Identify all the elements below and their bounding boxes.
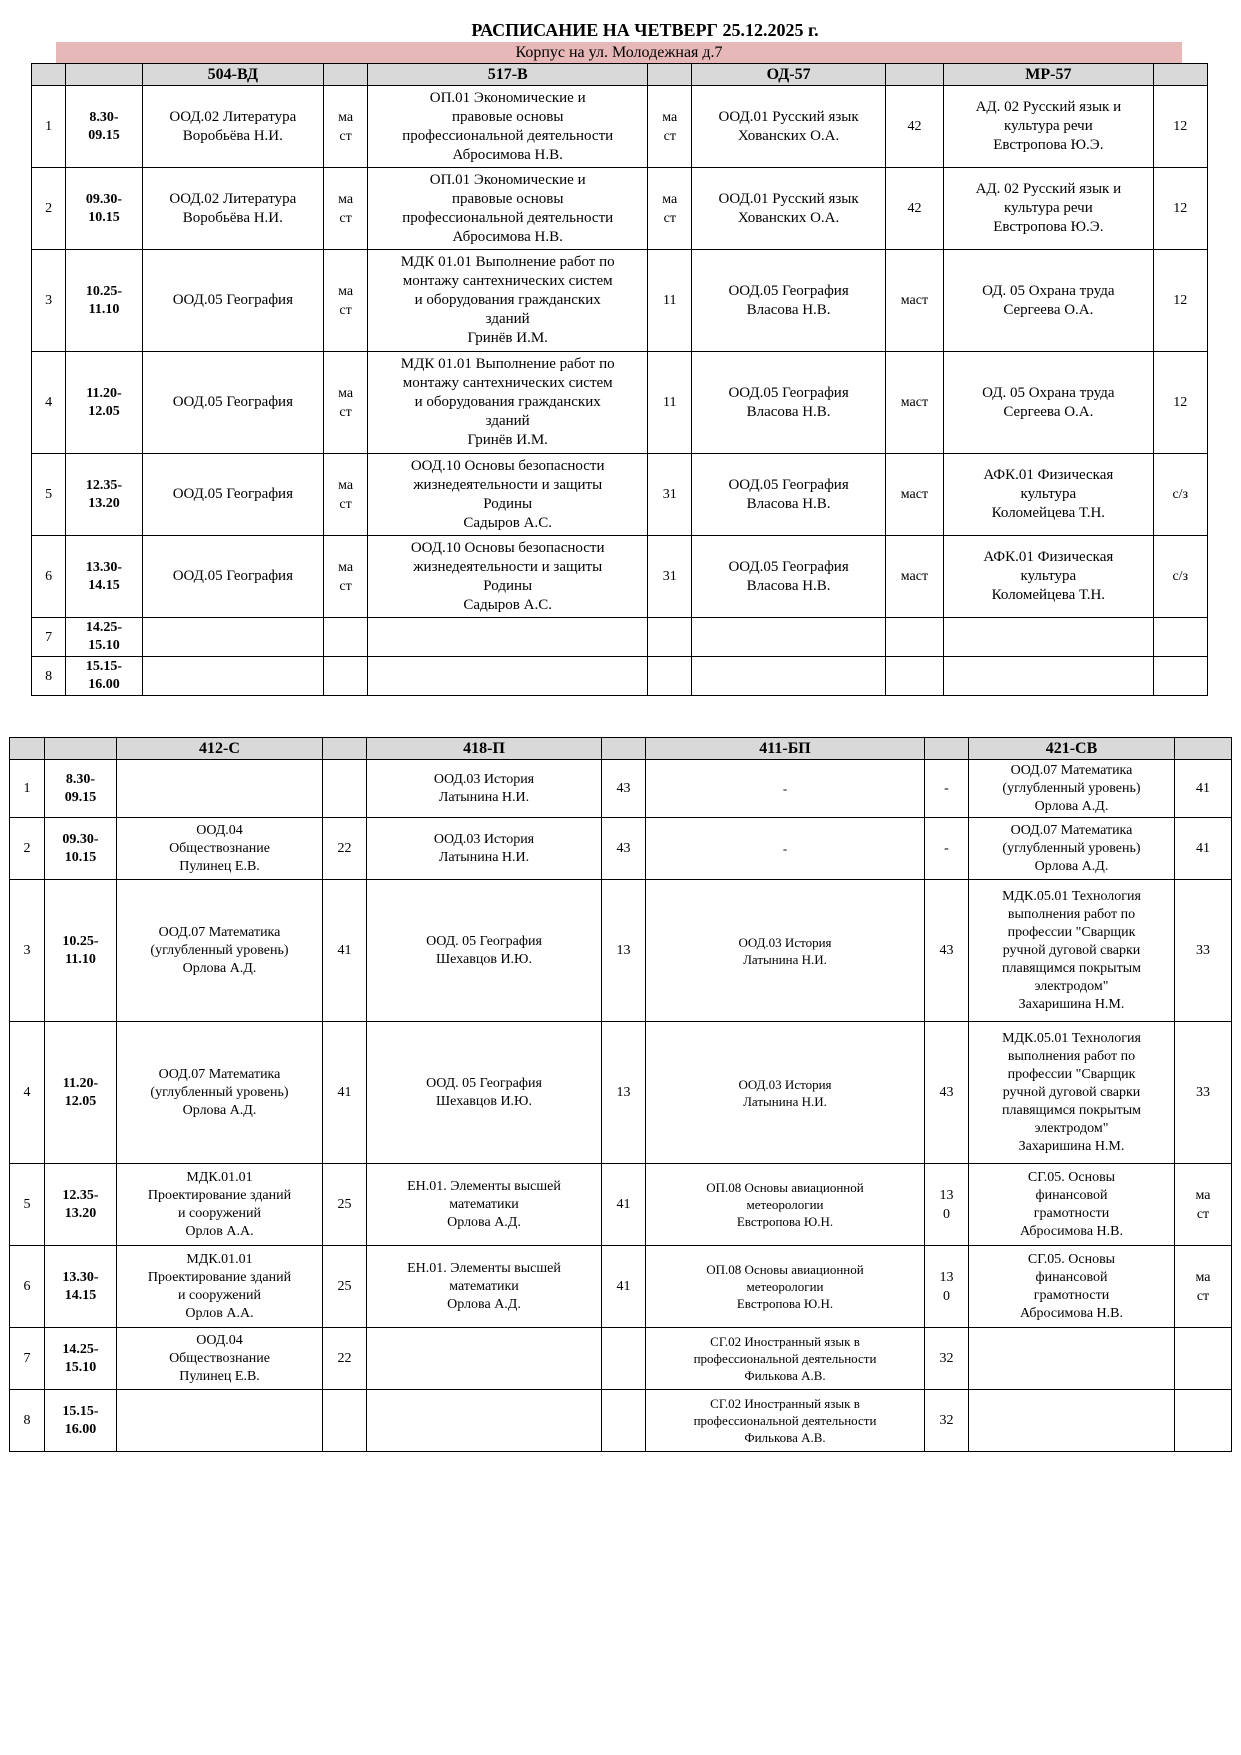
subject-cell: АД. 02 Русский язык и культура речи Евстропова Ю.Э. xyxy=(944,86,1153,168)
lesson-number: 8 xyxy=(32,657,66,696)
subject-cell: МДК.05.01 Технология выполнения работ по профессии "Сварщик ручной дуговой сварки плавящимся покрытым электродом" Захаришина Н.М. xyxy=(969,880,1175,1022)
room-cell xyxy=(602,1390,646,1452)
subject-cell: АФК.01 Физическая культура Коломейцева Т.Н. xyxy=(944,536,1153,618)
subject-cell: ОД. 05 Охрана труда Сергеева О.А. xyxy=(944,352,1153,454)
room-cell xyxy=(885,618,943,657)
room-cell: маст xyxy=(885,536,943,618)
room-cell: 41 xyxy=(602,1246,646,1328)
subject-cell: - xyxy=(646,760,925,818)
subject-cell xyxy=(969,1390,1175,1452)
room-cell: ма ст xyxy=(1175,1164,1232,1246)
table-row xyxy=(32,618,1208,657)
group-header: МР-57 xyxy=(944,64,1153,86)
room-cell xyxy=(1153,657,1207,696)
subject-cell xyxy=(367,1328,602,1390)
lesson-time: 12.35- 13.20 xyxy=(66,454,143,536)
subject-cell: МДК 01.01 Выполнение работ по монтажу сантехнических систем и оборудования гражданских зданий Гринёв И.М. xyxy=(368,352,648,454)
room-cell: 43 xyxy=(602,818,646,880)
subject-cell: СГ.05. Основы финансовой грамотности Абросимова Н.В. xyxy=(969,1164,1175,1246)
room-cell: маст xyxy=(885,250,943,352)
subject-cell: ООД.03 История Латынина Н.И. xyxy=(646,880,925,1022)
table-row xyxy=(10,760,1232,818)
room-cell: 41 xyxy=(602,1164,646,1246)
table-row xyxy=(32,250,1208,352)
schedule-table-2 xyxy=(9,737,1232,1452)
room-cell: 13 0 xyxy=(925,1164,969,1246)
header-blank xyxy=(648,64,692,86)
table-row xyxy=(10,818,1232,880)
lesson-time: 13.30- 14.15 xyxy=(66,536,143,618)
room-cell xyxy=(323,1390,367,1452)
table-row xyxy=(10,1022,1232,1164)
subject-cell: ООД.05 География xyxy=(142,454,323,536)
subject-cell: ООД.04 Обществознание Пулинец Е.В. xyxy=(117,818,323,880)
table-row xyxy=(10,880,1232,1022)
lesson-number: 4 xyxy=(10,1022,45,1164)
room-cell: с/з xyxy=(1153,536,1207,618)
building-label: Корпус на ул. Молодежная д.7 xyxy=(56,42,1182,63)
room-cell: 43 xyxy=(602,760,646,818)
room-cell xyxy=(602,1328,646,1390)
subject-cell: ООД.05 География Власова Н.В. xyxy=(692,454,885,536)
room-cell: 13 xyxy=(602,1022,646,1164)
room-cell: 25 xyxy=(323,1164,367,1246)
subject-cell: ООД.07 Математика (углубленный уровень) Орлова А.Д. xyxy=(117,880,323,1022)
room-cell: 41 xyxy=(323,1022,367,1164)
header-blank xyxy=(323,64,367,86)
subject-cell xyxy=(117,760,323,818)
room-cell: 11 xyxy=(648,352,692,454)
group-header: 412-С xyxy=(117,738,323,760)
lesson-number: 2 xyxy=(10,818,45,880)
subject-cell: ООД.05 География xyxy=(142,536,323,618)
subject-cell xyxy=(142,618,323,657)
room-cell xyxy=(1175,1328,1232,1390)
lesson-number: 5 xyxy=(32,454,66,536)
room-cell: 32 xyxy=(925,1390,969,1452)
lesson-time: 10.25- 11.10 xyxy=(45,880,117,1022)
room-cell xyxy=(648,618,692,657)
schedule-table-1 xyxy=(31,63,1208,696)
header-blank xyxy=(45,738,117,760)
subject-cell: СГ.02 Иностранный язык в профессиональной деятельности Филькова А.В. xyxy=(646,1328,925,1390)
room-cell: 22 xyxy=(323,1328,367,1390)
room-cell: 43 xyxy=(925,1022,969,1164)
subject-cell xyxy=(368,657,648,696)
table-row xyxy=(32,352,1208,454)
room-cell: 22 xyxy=(323,818,367,880)
room-cell: 41 xyxy=(1175,760,1232,818)
subject-cell: ООД.07 Математика (углубленный уровень) Орлова А.Д. xyxy=(117,1022,323,1164)
room-cell xyxy=(885,657,943,696)
lesson-number: 4 xyxy=(32,352,66,454)
lesson-number: 6 xyxy=(32,536,66,618)
subject-cell xyxy=(692,657,885,696)
room-cell: ма ст xyxy=(323,168,367,250)
subject-cell xyxy=(944,618,1153,657)
subject-cell: ООД.05 География Власова Н.В. xyxy=(692,250,885,352)
room-cell: ма ст xyxy=(323,86,367,168)
subject-cell: ООД.04 Обществознание Пулинец Е.В. xyxy=(117,1328,323,1390)
subject-cell xyxy=(944,657,1153,696)
subject-cell: МДК.05.01 Технология выполнения работ по профессии "Сварщик ручной дуговой сварки плавящимся покрытым электродом" Захаришина Н.М. xyxy=(969,1022,1175,1164)
table-header-row xyxy=(32,64,1208,86)
subject-cell: ЕН.01. Элементы высшей математики Орлова А.Д. xyxy=(367,1246,602,1328)
lesson-number: 6 xyxy=(10,1246,45,1328)
room-cell xyxy=(323,657,367,696)
lesson-number: 2 xyxy=(32,168,66,250)
table-row xyxy=(32,86,1208,168)
subject-cell: ООД.03 История Латынина Н.И. xyxy=(367,760,602,818)
lesson-time: 8.30- 09.15 xyxy=(45,760,117,818)
subject-cell: ООД.02 Литература Воробьёва Н.И. xyxy=(142,86,323,168)
subject-cell: ООД.07 Математика (углубленный уровень) Орлова А.Д. xyxy=(969,818,1175,880)
lesson-time: 10.25- 11.10 xyxy=(66,250,143,352)
subject-cell: ЕН.01. Элементы высшей математики Орлова А.Д. xyxy=(367,1164,602,1246)
room-cell xyxy=(1175,1390,1232,1452)
room-cell: 31 xyxy=(648,454,692,536)
subject-cell: ООД.10 Основы безопасности жизнедеятельности и защиты Родины Садыров А.С. xyxy=(368,454,648,536)
room-cell: с/з xyxy=(1153,454,1207,536)
lesson-number: 5 xyxy=(10,1164,45,1246)
subject-cell: МДК.01.01 Проектирование зданий и сооружений Орлов А.А. xyxy=(117,1246,323,1328)
room-cell xyxy=(648,657,692,696)
lesson-time: 8.30- 09.15 xyxy=(66,86,143,168)
room-cell: 13 xyxy=(602,880,646,1022)
subject-cell: ООД.02 Литература Воробьёва Н.И. xyxy=(142,168,323,250)
room-cell: ма ст xyxy=(323,250,367,352)
subject-cell: СГ.02 Иностранный язык в профессиональной деятельности Филькова А.В. xyxy=(646,1390,925,1452)
group-header: ОД-57 xyxy=(692,64,885,86)
lesson-time: 15.15- 16.00 xyxy=(66,657,143,696)
subject-cell: - xyxy=(646,818,925,880)
room-cell: маст xyxy=(885,454,943,536)
room-cell: 25 xyxy=(323,1246,367,1328)
lesson-number: 3 xyxy=(32,250,66,352)
page-title: РАСПИСАНИЕ НА ЧЕТВЕРГ 25.12.2025 г. xyxy=(471,20,819,40)
subject-cell: ООД.03 История Латынина Н.И. xyxy=(367,818,602,880)
subject-cell xyxy=(117,1390,323,1452)
room-cell: 42 xyxy=(885,86,943,168)
subject-cell: ОП.01 Экономические и правовые основы профессиональной деятельности Абросимова Н.В. xyxy=(368,86,648,168)
subject-cell: ОП.08 Основы авиационной метеорологии Евстропова Ю.Н. xyxy=(646,1246,925,1328)
room-cell: 41 xyxy=(1175,818,1232,880)
subject-cell xyxy=(692,618,885,657)
table-row xyxy=(32,168,1208,250)
room-cell xyxy=(323,618,367,657)
subject-cell: ООД.05 География xyxy=(142,250,323,352)
lesson-time: 14.25- 15.10 xyxy=(66,618,143,657)
lesson-time: 09.30- 10.15 xyxy=(66,168,143,250)
subject-cell: ООД.07 Математика (углубленный уровень) Орлова А.Д. xyxy=(969,760,1175,818)
header-blank xyxy=(32,64,66,86)
header-blank xyxy=(66,64,143,86)
room-cell: 42 xyxy=(885,168,943,250)
room-cell: 12 xyxy=(1153,250,1207,352)
subject-cell: ООД.05 География xyxy=(142,352,323,454)
room-cell: ма ст xyxy=(323,454,367,536)
room-cell: ма ст xyxy=(323,536,367,618)
table-row xyxy=(10,1390,1232,1452)
subject-cell: ООД.05 География Власова Н.В. xyxy=(692,536,885,618)
room-cell: 12 xyxy=(1153,168,1207,250)
lesson-time: 15.15- 16.00 xyxy=(45,1390,117,1452)
group-header: 517-В xyxy=(368,64,648,86)
group-header: 411-БП xyxy=(646,738,925,760)
lesson-time: 12.35- 13.20 xyxy=(45,1164,117,1246)
header-blank xyxy=(885,64,943,86)
table-body xyxy=(32,86,1208,696)
header-blank xyxy=(602,738,646,760)
table-row xyxy=(10,1246,1232,1328)
subject-cell: АД. 02 Русский язык и культура речи Евстропова Ю.Э. xyxy=(944,168,1153,250)
lesson-time: 14.25- 15.10 xyxy=(45,1328,117,1390)
subject-cell: ОП.01 Экономические и правовые основы профессиональной деятельности Абросимова Н.В. xyxy=(368,168,648,250)
lesson-number: 7 xyxy=(32,618,66,657)
lesson-number: 8 xyxy=(10,1390,45,1452)
subject-cell: ОП.08 Основы авиационной метеорологии Евстропова Ю.Н. xyxy=(646,1164,925,1246)
room-cell: 32 xyxy=(925,1328,969,1390)
subject-cell: ООД. 05 География Шехавцов И.Ю. xyxy=(367,1022,602,1164)
table-row xyxy=(32,657,1208,696)
subject-cell xyxy=(969,1328,1175,1390)
room-cell: 12 xyxy=(1153,352,1207,454)
room-cell xyxy=(323,760,367,818)
room-cell: 33 xyxy=(1175,880,1232,1022)
room-cell: - xyxy=(925,760,969,818)
room-cell: 33 xyxy=(1175,1022,1232,1164)
room-cell: ма ст xyxy=(323,352,367,454)
lesson-time: 09.30- 10.15 xyxy=(45,818,117,880)
lesson-time: 11.20- 12.05 xyxy=(66,352,143,454)
subject-cell: ООД.05 География Власова Н.В. xyxy=(692,352,885,454)
subject-cell: МДК 01.01 Выполнение работ по монтажу сантехнических систем и оборудования гражданских зданий Гринёв И.М. xyxy=(368,250,648,352)
room-cell: 31 xyxy=(648,536,692,618)
subject-cell: ОД. 05 Охрана труда Сергеева О.А. xyxy=(944,250,1153,352)
subject-cell: ООД. 05 География Шехавцов И.Ю. xyxy=(367,880,602,1022)
subject-cell xyxy=(367,1390,602,1452)
room-cell: ма ст xyxy=(648,168,692,250)
header-blank xyxy=(323,738,367,760)
table-row xyxy=(32,454,1208,536)
lesson-time: 13.30- 14.15 xyxy=(45,1246,117,1328)
subject-cell xyxy=(368,618,648,657)
room-cell: 43 xyxy=(925,880,969,1022)
table-row xyxy=(10,1328,1232,1390)
table-row xyxy=(10,1164,1232,1246)
group-header: 504-ВД xyxy=(142,64,323,86)
table-header-row xyxy=(10,738,1232,760)
room-cell: 12 xyxy=(1153,86,1207,168)
header-blank xyxy=(10,738,45,760)
subject-cell xyxy=(142,657,323,696)
table-body xyxy=(10,760,1232,1452)
room-cell: 41 xyxy=(323,880,367,1022)
lesson-number: 1 xyxy=(10,760,45,818)
subject-cell: ООД.03 История Латынина Н.И. xyxy=(646,1022,925,1164)
room-cell: - xyxy=(925,818,969,880)
room-cell: 11 xyxy=(648,250,692,352)
room-cell: 13 0 xyxy=(925,1246,969,1328)
group-header: 421-СВ xyxy=(969,738,1175,760)
subject-cell: ООД.10 Основы безопасности жизнедеятельности и защиты Родины Садыров А.С. xyxy=(368,536,648,618)
lesson-number: 1 xyxy=(32,86,66,168)
header-blank xyxy=(1153,64,1207,86)
header-blank xyxy=(925,738,969,760)
subject-cell: АФК.01 Физическая культура Коломейцева Т.Н. xyxy=(944,454,1153,536)
subject-cell: ООД.01 Русский язык Хованских О.А. xyxy=(692,168,885,250)
lesson-number: 7 xyxy=(10,1328,45,1390)
room-cell: маст xyxy=(885,352,943,454)
header-blank xyxy=(1175,738,1232,760)
room-cell: ма ст xyxy=(1175,1246,1232,1328)
subject-cell: ООД.01 Русский язык Хованских О.А. xyxy=(692,86,885,168)
table-row xyxy=(32,536,1208,618)
lesson-time: 11.20- 12.05 xyxy=(45,1022,117,1164)
room-cell: ма ст xyxy=(648,86,692,168)
subject-cell: МДК.01.01 Проектирование зданий и сооружений Орлов А.А. xyxy=(117,1164,323,1246)
lesson-number: 3 xyxy=(10,880,45,1022)
group-header: 418-П xyxy=(367,738,602,760)
room-cell xyxy=(1153,618,1207,657)
subject-cell: СГ.05. Основы финансовой грамотности Абросимова Н.В. xyxy=(969,1246,1175,1328)
